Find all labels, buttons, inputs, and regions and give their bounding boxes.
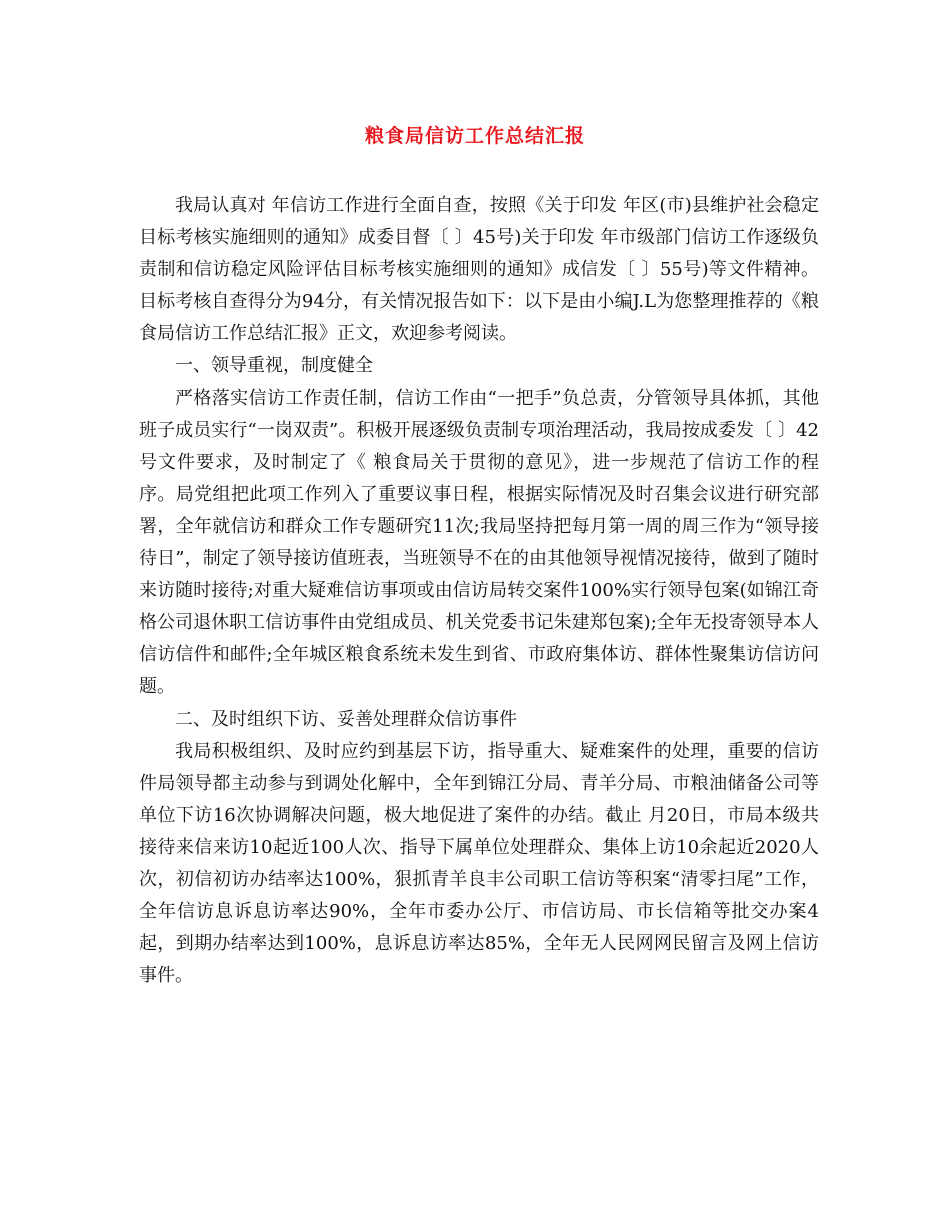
section-heading-2: 二、及时组织下访、妥善处理群众信访事件 xyxy=(175,708,517,730)
document-title: 粮食局信访工作总结汇报 xyxy=(364,125,585,147)
paragraph-intro: 我局认真对 年信访工作进行全面自查，按照《关于印发 年区(市)县维护社会稳定目标考核实施细则的通知》成委目督〔 〕45号)关于印发 年市级部门信访工作逐级负责制和信访稳定风险评估目标考核实施细则的通知》成信发〔 〕55号)等文件精神。目标考核自查得分为94分，有关情况报告如下：以下是由小编J.L为您整理推荐的《粮食局信访工作总结汇报》正文，欢迎参考阅读。 xyxy=(139,195,819,345)
paragraph-section-1: 严格落实信访工作责任制，信访工作由“一把手”负总责，分管领导具体抓，其他班子成员实行“一岗双责”。积极开展逐级负责制专项治理活动，我局按成委发〔 〕42号文件要求，及时制定了《 粮食局关于贯彻的意见》，进一步规范了信访工作的程序。局党组把此项工作列入了重要议事日程，根据实际情况及时召集会议进行研究部署，全年就信访和群众工作专题研究11次;我局坚持把每月第一周的周三作为“领导接待日”，制定了领导接访值班表，当班领导不在的由其他领导视情况接待，做到了随时来访随时接待;对重大疑难信访事项或由信访局转交案件100%实行领导包案(如锦江奇格公司退休职工信访事件由党组成员、机关党委书记朱建郑包案);全年无投寄领导本人信访信件和邮件;全年城区粮食系统未发生到省、市政府集体访、群体性聚集访信访问题。 xyxy=(139,387,819,698)
paragraph-section-2: 我局积极组织、及时应约到基层下访，指导重大、疑难案件的处理，重要的信访件局领导都主动参与到调处化解中，全年到锦江分局、青羊分局、市粮油储备公司等单位下访16次协调解决问题，极大地促进了案件的办结。截止 月20日，市局本级共接待来信来访10起近100人次、指导下属单位处理群众、集体上访10余起近2020人次，初信初访办结率达100%，狠抓青羊良丰公司职工信访等积案“清零扫尾”工作，全年信访息诉息访率达90%，全年市委办公厅、市信访局、市长信箱等批交办案4起，到期办结率达到100%，息诉息访率达85%，全年无人民网网民留言及网上信访事件。 xyxy=(139,740,819,987)
section-heading-1: 一、领导重视，制度健全 xyxy=(175,355,373,377)
document-body xyxy=(139,190,819,992)
